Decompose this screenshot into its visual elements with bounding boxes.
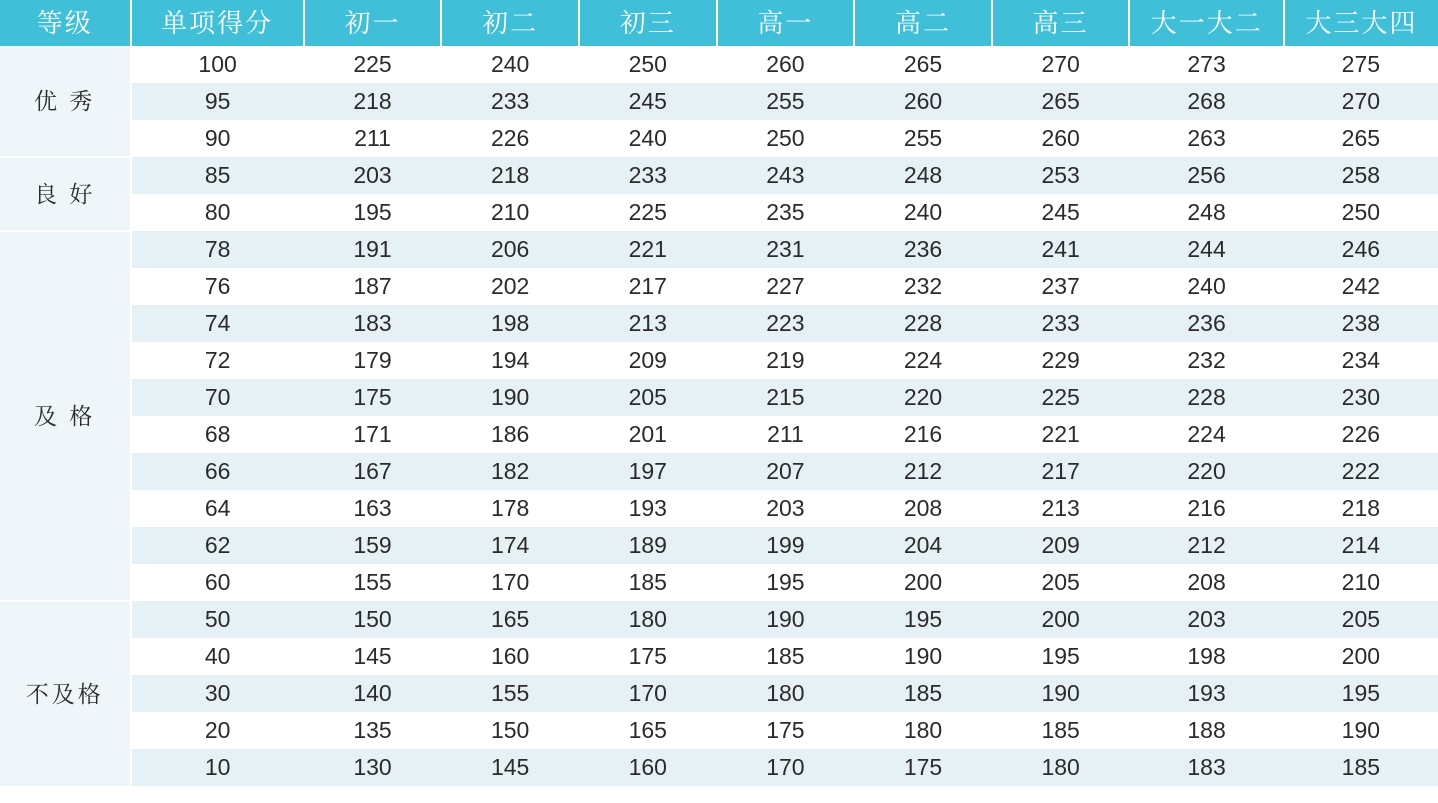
value-cell: 209 — [579, 342, 717, 379]
value-cell: 232 — [854, 268, 992, 305]
value-cell: 221 — [579, 231, 717, 268]
score-cell: 95 — [131, 83, 304, 120]
value-cell: 238 — [1284, 305, 1438, 342]
score-cell: 10 — [131, 749, 304, 786]
value-cell: 216 — [1129, 490, 1283, 527]
value-cell: 191 — [304, 231, 442, 268]
value-cell: 240 — [441, 46, 579, 83]
score-cell: 76 — [131, 268, 304, 305]
value-cell: 195 — [304, 194, 442, 231]
value-cell: 185 — [1284, 749, 1438, 786]
value-cell: 183 — [1129, 749, 1283, 786]
value-cell: 211 — [304, 120, 442, 157]
value-cell: 175 — [304, 379, 442, 416]
value-cell: 225 — [992, 379, 1130, 416]
table-row — [0, 231, 1438, 268]
value-cell: 205 — [992, 564, 1130, 601]
value-cell: 130 — [304, 749, 442, 786]
value-cell: 213 — [579, 305, 717, 342]
table-body — [0, 46, 1438, 786]
score-cell: 78 — [131, 231, 304, 268]
score-cell: 72 — [131, 342, 304, 379]
value-cell: 253 — [992, 157, 1130, 194]
value-cell: 170 — [579, 675, 717, 712]
value-cell: 224 — [854, 342, 992, 379]
value-cell: 225 — [304, 46, 442, 83]
value-cell: 180 — [717, 675, 855, 712]
value-cell: 212 — [1129, 527, 1283, 564]
value-cell: 185 — [579, 564, 717, 601]
value-cell: 233 — [441, 83, 579, 120]
value-cell: 240 — [854, 194, 992, 231]
value-cell: 174 — [441, 527, 579, 564]
value-cell: 179 — [304, 342, 442, 379]
value-cell: 232 — [1129, 342, 1283, 379]
value-cell: 205 — [1284, 601, 1438, 638]
value-cell: 185 — [717, 638, 855, 675]
table-row — [0, 46, 1438, 83]
value-cell: 255 — [717, 83, 855, 120]
value-cell: 220 — [854, 379, 992, 416]
value-cell: 226 — [1284, 416, 1438, 453]
header-row — [0, 0, 1438, 46]
value-cell: 195 — [1284, 675, 1438, 712]
value-cell: 188 — [1129, 712, 1283, 749]
value-cell: 222 — [1284, 453, 1438, 490]
value-cell: 175 — [579, 638, 717, 675]
value-cell: 221 — [992, 416, 1130, 453]
value-cell: 190 — [992, 675, 1130, 712]
score-cell: 62 — [131, 527, 304, 564]
table-row — [0, 749, 1438, 786]
value-cell: 228 — [1129, 379, 1283, 416]
value-cell: 189 — [579, 527, 717, 564]
value-cell: 220 — [1129, 453, 1283, 490]
value-cell: 197 — [579, 453, 717, 490]
column-header-grade10: 高一 — [717, 0, 855, 46]
value-cell: 193 — [1129, 675, 1283, 712]
value-cell: 210 — [1284, 564, 1438, 601]
grade-label-cell: 良 好 — [0, 157, 131, 231]
value-cell: 218 — [304, 83, 442, 120]
grade-label-cell: 优 秀 — [0, 46, 131, 157]
value-cell: 180 — [992, 749, 1130, 786]
value-cell: 159 — [304, 527, 442, 564]
value-cell: 199 — [717, 527, 855, 564]
value-cell: 194 — [441, 342, 579, 379]
value-cell: 185 — [992, 712, 1130, 749]
value-cell: 248 — [1129, 194, 1283, 231]
column-header-grade11: 高二 — [854, 0, 992, 46]
value-cell: 203 — [717, 490, 855, 527]
value-cell: 255 — [854, 120, 992, 157]
value-cell: 155 — [441, 675, 579, 712]
value-cell: 180 — [854, 712, 992, 749]
value-cell: 145 — [441, 749, 579, 786]
value-cell: 203 — [1129, 601, 1283, 638]
value-cell: 245 — [579, 83, 717, 120]
column-header-univ34: 大三大四 — [1284, 0, 1438, 46]
value-cell: 150 — [441, 712, 579, 749]
score-cell: 50 — [131, 601, 304, 638]
value-cell: 203 — [304, 157, 442, 194]
value-cell: 186 — [441, 416, 579, 453]
value-cell: 195 — [992, 638, 1130, 675]
value-cell: 155 — [304, 564, 442, 601]
table-row — [0, 379, 1438, 416]
score-cell: 30 — [131, 675, 304, 712]
table-row — [0, 305, 1438, 342]
score-cell: 66 — [131, 453, 304, 490]
value-cell: 263 — [1129, 120, 1283, 157]
value-cell: 165 — [579, 712, 717, 749]
value-cell: 171 — [304, 416, 442, 453]
value-cell: 270 — [1284, 83, 1438, 120]
value-cell: 211 — [717, 416, 855, 453]
value-cell: 190 — [854, 638, 992, 675]
value-cell: 214 — [1284, 527, 1438, 564]
value-cell: 270 — [992, 46, 1130, 83]
value-cell: 182 — [441, 453, 579, 490]
value-cell: 175 — [717, 712, 855, 749]
value-cell: 265 — [854, 46, 992, 83]
value-cell: 209 — [992, 527, 1130, 564]
value-cell: 250 — [717, 120, 855, 157]
value-cell: 265 — [1284, 120, 1438, 157]
column-header-grade12: 高三 — [992, 0, 1130, 46]
value-cell: 198 — [1129, 638, 1283, 675]
table-row — [0, 490, 1438, 527]
value-cell: 175 — [854, 749, 992, 786]
value-cell: 231 — [717, 231, 855, 268]
value-cell: 217 — [579, 268, 717, 305]
value-cell: 229 — [992, 342, 1130, 379]
value-cell: 178 — [441, 490, 579, 527]
value-cell: 201 — [579, 416, 717, 453]
value-cell: 234 — [1284, 342, 1438, 379]
table-row — [0, 416, 1438, 453]
value-cell: 248 — [854, 157, 992, 194]
value-cell: 275 — [1284, 46, 1438, 83]
value-cell: 250 — [1284, 194, 1438, 231]
value-cell: 185 — [854, 675, 992, 712]
table-row — [0, 157, 1438, 194]
value-cell: 212 — [854, 453, 992, 490]
value-cell: 260 — [854, 83, 992, 120]
value-cell: 240 — [1129, 268, 1283, 305]
table-row — [0, 527, 1438, 564]
value-cell: 240 — [579, 120, 717, 157]
score-cell: 90 — [131, 120, 304, 157]
value-cell: 219 — [717, 342, 855, 379]
value-cell: 183 — [304, 305, 442, 342]
value-cell: 145 — [304, 638, 442, 675]
table-row — [0, 268, 1438, 305]
value-cell: 150 — [304, 601, 442, 638]
table-row — [0, 120, 1438, 157]
score-cell: 64 — [131, 490, 304, 527]
value-cell: 250 — [579, 46, 717, 83]
table-row — [0, 601, 1438, 638]
value-cell: 213 — [992, 490, 1130, 527]
value-cell: 243 — [717, 157, 855, 194]
value-cell: 218 — [1284, 490, 1438, 527]
value-cell: 223 — [717, 305, 855, 342]
value-cell: 224 — [1129, 416, 1283, 453]
value-cell: 236 — [854, 231, 992, 268]
value-cell: 235 — [717, 194, 855, 231]
value-cell: 227 — [717, 268, 855, 305]
score-cell: 60 — [131, 564, 304, 601]
value-cell: 167 — [304, 453, 442, 490]
value-cell: 190 — [441, 379, 579, 416]
value-cell: 233 — [579, 157, 717, 194]
value-cell: 230 — [1284, 379, 1438, 416]
table-row — [0, 638, 1438, 675]
value-cell: 226 — [441, 120, 579, 157]
score-cell: 80 — [131, 194, 304, 231]
column-header-grade: 等级 — [0, 0, 131, 46]
value-cell: 242 — [1284, 268, 1438, 305]
value-cell: 236 — [1129, 305, 1283, 342]
value-cell: 160 — [441, 638, 579, 675]
value-cell: 208 — [1129, 564, 1283, 601]
value-cell: 245 — [992, 194, 1130, 231]
value-cell: 195 — [717, 564, 855, 601]
value-cell: 200 — [1284, 638, 1438, 675]
column-header-grade8: 初二 — [441, 0, 579, 46]
score-cell: 100 — [131, 46, 304, 83]
value-cell: 170 — [441, 564, 579, 601]
grade-label-cell: 及 格 — [0, 231, 131, 601]
column-header-grade9: 初三 — [579, 0, 717, 46]
value-cell: 256 — [1129, 157, 1283, 194]
table-row — [0, 712, 1438, 749]
value-cell: 200 — [854, 564, 992, 601]
score-cell: 70 — [131, 379, 304, 416]
column-header-score: 单项得分 — [131, 0, 304, 46]
value-cell: 195 — [854, 601, 992, 638]
value-cell: 190 — [1284, 712, 1438, 749]
table-row — [0, 675, 1438, 712]
value-cell: 190 — [717, 601, 855, 638]
value-cell: 237 — [992, 268, 1130, 305]
grade-label-cell: 不及格 — [0, 601, 131, 786]
value-cell: 246 — [1284, 231, 1438, 268]
table-row — [0, 194, 1438, 231]
value-cell: 207 — [717, 453, 855, 490]
score-cell: 85 — [131, 157, 304, 194]
value-cell: 260 — [717, 46, 855, 83]
value-cell: 204 — [854, 527, 992, 564]
score-cell: 68 — [131, 416, 304, 453]
score-cell: 74 — [131, 305, 304, 342]
value-cell: 258 — [1284, 157, 1438, 194]
value-cell: 135 — [304, 712, 442, 749]
value-cell: 215 — [717, 379, 855, 416]
value-cell: 170 — [717, 749, 855, 786]
table-row — [0, 564, 1438, 601]
value-cell: 208 — [854, 490, 992, 527]
value-cell: 244 — [1129, 231, 1283, 268]
value-cell: 205 — [579, 379, 717, 416]
value-cell: 233 — [992, 305, 1130, 342]
value-cell: 193 — [579, 490, 717, 527]
column-header-univ12: 大一大二 — [1129, 0, 1283, 46]
value-cell: 265 — [992, 83, 1130, 120]
value-cell: 260 — [992, 120, 1130, 157]
value-cell: 200 — [992, 601, 1130, 638]
value-cell: 268 — [1129, 83, 1283, 120]
value-cell: 206 — [441, 231, 579, 268]
score-cell: 40 — [131, 638, 304, 675]
value-cell: 218 — [441, 157, 579, 194]
value-cell: 202 — [441, 268, 579, 305]
value-cell: 160 — [579, 749, 717, 786]
value-cell: 198 — [441, 305, 579, 342]
value-cell: 210 — [441, 194, 579, 231]
value-cell: 273 — [1129, 46, 1283, 83]
value-cell: 217 — [992, 453, 1130, 490]
table-row — [0, 453, 1438, 490]
table-row — [0, 83, 1438, 120]
value-cell: 241 — [992, 231, 1130, 268]
value-cell: 180 — [579, 601, 717, 638]
column-header-grade7: 初一 — [304, 0, 442, 46]
value-cell: 225 — [579, 194, 717, 231]
table-header — [0, 0, 1438, 46]
value-cell: 163 — [304, 490, 442, 527]
value-cell: 216 — [854, 416, 992, 453]
value-cell: 228 — [854, 305, 992, 342]
value-cell: 140 — [304, 675, 442, 712]
table-row — [0, 342, 1438, 379]
score-cell: 20 — [131, 712, 304, 749]
value-cell: 187 — [304, 268, 442, 305]
value-cell: 165 — [441, 601, 579, 638]
